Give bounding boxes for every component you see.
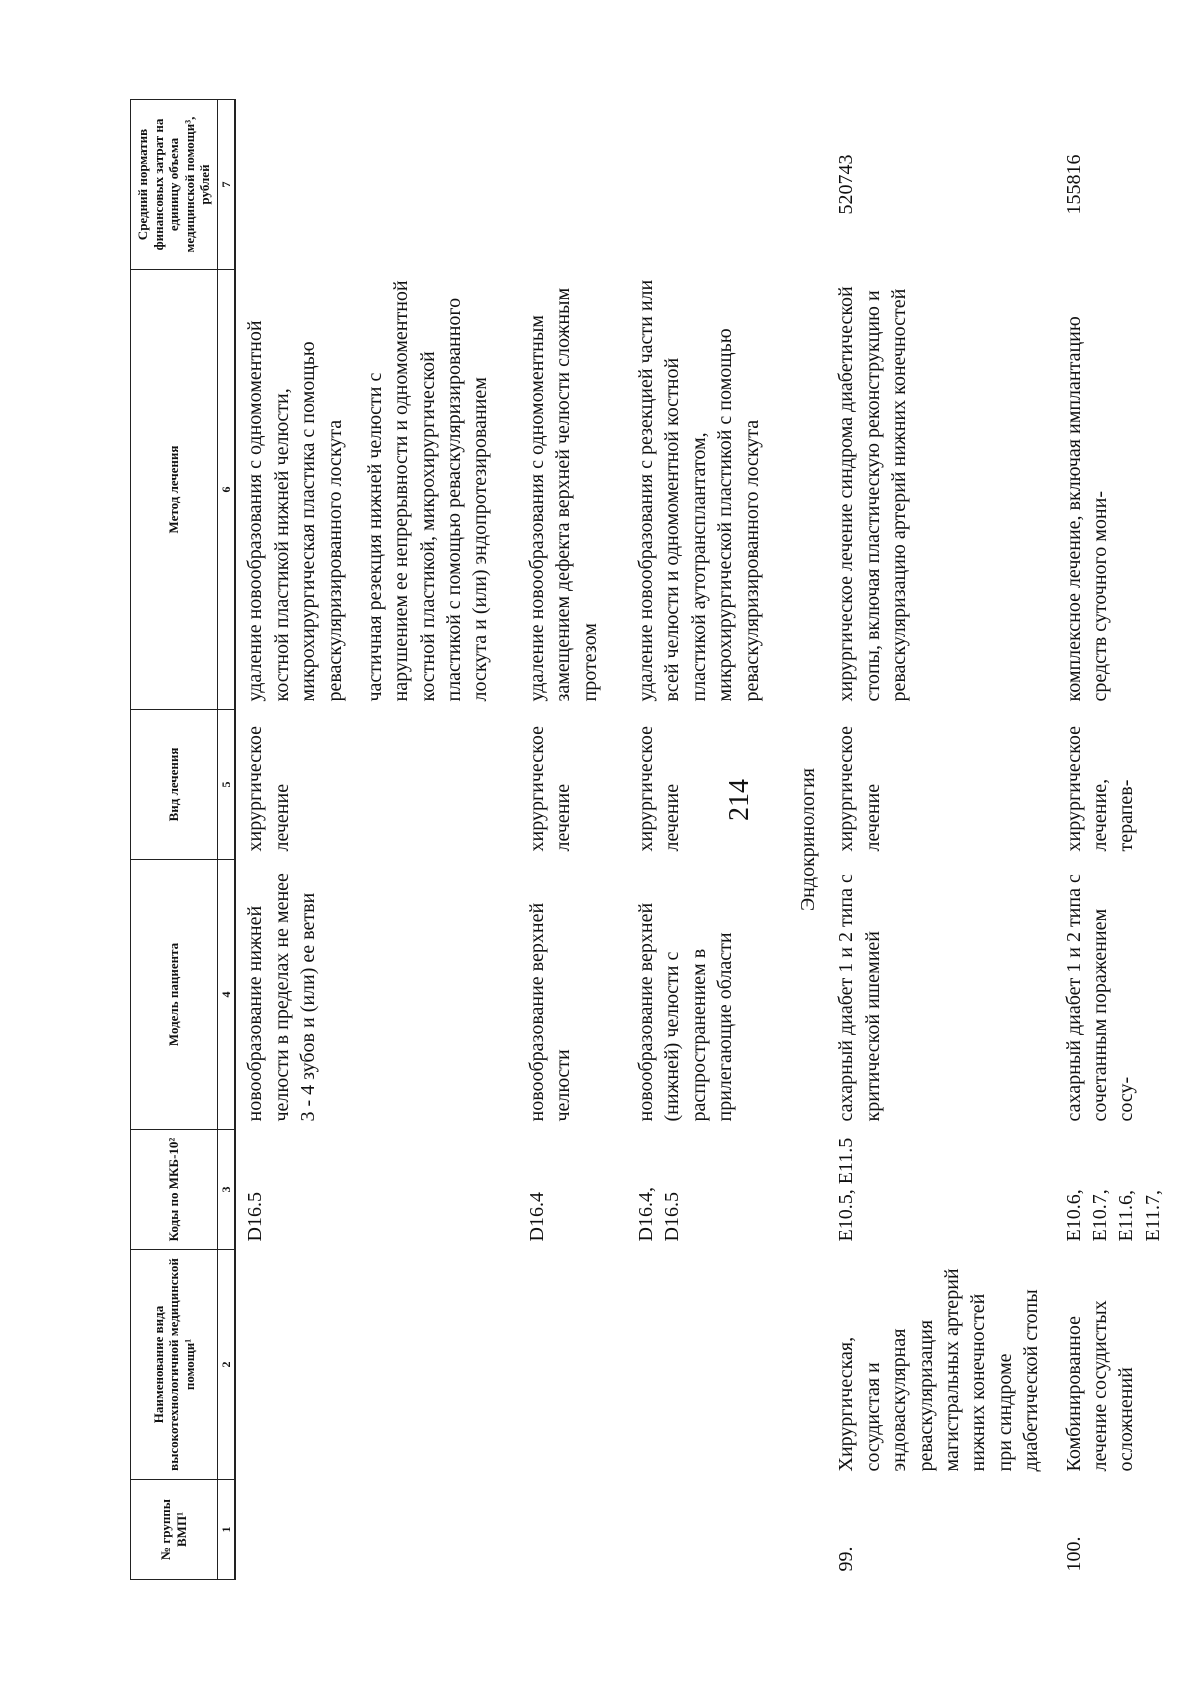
cell-group: 99. (835, 1546, 858, 1572)
column-number-row (217, 100, 235, 1580)
column-number: 1 (217, 1480, 235, 1580)
cell-treatment: хирургическое лечение (525, 726, 575, 852)
cell-method (1055, 270, 1177, 710)
cell-codes: E10.6, E10.7, E11.6, E11.7, (1062, 1189, 1164, 1242)
cell-codes: D16.4, D16.5 (635, 1187, 684, 1242)
cell-cost: 155816 (1062, 154, 1085, 215)
cell-name (235, 1250, 518, 1480)
header-codes: Коды по МКБ-10² (131, 1130, 218, 1250)
cell-name: Хирургическая, сосудистая и эндоваскулярная реваскуляризация магистральных артерий нижних конечностей при синдроме диабетической стопы (835, 1268, 1043, 1472)
header-row (131, 100, 218, 1580)
header-method: Метод лечения (131, 270, 218, 710)
table-row (1055, 100, 1177, 1580)
table-row (627, 100, 789, 1580)
cell-cost (627, 100, 789, 270)
column-number: 3 (217, 1130, 235, 1250)
method-text: комплексное лечение, включая имплантацию средств суточного мони- (1062, 316, 1111, 702)
header-treatment: Вид лечения (131, 710, 218, 860)
cell-method (827, 270, 1054, 710)
cell-treatment: хирургическое лечение (244, 726, 293, 852)
cell-model: новообразование верхней челюсти (525, 902, 575, 1122)
header-model: Модель пациента (131, 860, 218, 1130)
treatment-table (130, 99, 1176, 1580)
cell-model: новообразование нижней челюсти в пределах не менее 3 - 4 зубов и (или) ее ветви (244, 873, 320, 1122)
cell-name: Комбинированное лечение сосудистых осложнений (1062, 1300, 1138, 1472)
cell-group (235, 1480, 518, 1580)
method-text: хирургическое лечение синдрома диабетической стопы, включая пластическую реконструкцию и реваскуляризацию артерий нижних конечностей (835, 286, 911, 702)
cell-cost: 520743 (835, 154, 858, 215)
column-number: 4 (217, 860, 235, 1130)
cell-name (627, 1250, 789, 1480)
cell-codes: D16.4 (525, 1192, 548, 1242)
cell-codes: E10.5, E11.5 (835, 1137, 858, 1242)
page-number: 214 (724, 779, 755, 821)
cell-method (627, 270, 789, 710)
cell-name (518, 1250, 627, 1480)
cell-group: 100. (1062, 1536, 1085, 1572)
cell-treatment: хирургическое лечение, терапев- (1062, 726, 1138, 852)
rotated-table-container (130, 100, 1164, 1580)
cell-method (518, 270, 627, 710)
header-cost: Средний норматив финансовых затрат на единицу объема медицинской помощи³, рублей (131, 100, 218, 270)
table-row (235, 100, 518, 1580)
section-row (789, 100, 827, 1580)
cell-cost (518, 100, 627, 270)
cell-codes: D16.5 (244, 1192, 267, 1242)
cell-model: сахарный диабет 1 и 2 типа с критической ишемией (835, 874, 884, 1122)
table-row (827, 100, 1054, 1580)
method-text: удаление новообразования с резекцией части или всей челюсти и одномоментной костной пластикой аутотрансплантатом, микрохирургической пластикой с помощью реваскуляризированного лоскута (635, 279, 763, 702)
method-text: частичная резекция нижней челюсти с нарушением ее непрерывности и одномоментной костной пластикой, микрохирургической пластикой с помощью реваскуляризированного лоскута и (или) эндопротезированием (363, 280, 492, 702)
cell-treatment: хирургическое лечение (835, 726, 884, 852)
table-row (518, 100, 627, 1580)
cell-treatment: хирургическое лечение (635, 726, 684, 852)
method-text: удаление новообразования с одномоментной костной пластикой нижней челюсти, микрохирургическая пластика с помощью реваскуляризированного лоскута (244, 320, 346, 702)
method-text: удаление новообразования с одномоментным замещением дефекта верхней челюсти сложным протезом (525, 287, 601, 702)
cell-method (235, 270, 518, 710)
header-group: № группы ВМП¹ (131, 1480, 218, 1580)
cell-group (518, 1480, 627, 1580)
cell-cost (235, 100, 518, 270)
column-number: 7 (217, 100, 235, 270)
cell-model: сахарный диабет 1 и 2 типа с сочетанным поражением сосу- (1062, 874, 1138, 1122)
column-number: 5 (217, 710, 235, 860)
cell-model: новообразование верхней (нижней) челюсти с распространением в прилегающие области (635, 902, 737, 1122)
section-title: Эндокринология (797, 767, 819, 912)
header-name: Наименование вида высокотехнологичной медицинской помощи¹ (131, 1250, 218, 1480)
cell-group (627, 1480, 789, 1580)
column-number: 6 (217, 270, 235, 710)
column-number: 2 (217, 1250, 235, 1480)
